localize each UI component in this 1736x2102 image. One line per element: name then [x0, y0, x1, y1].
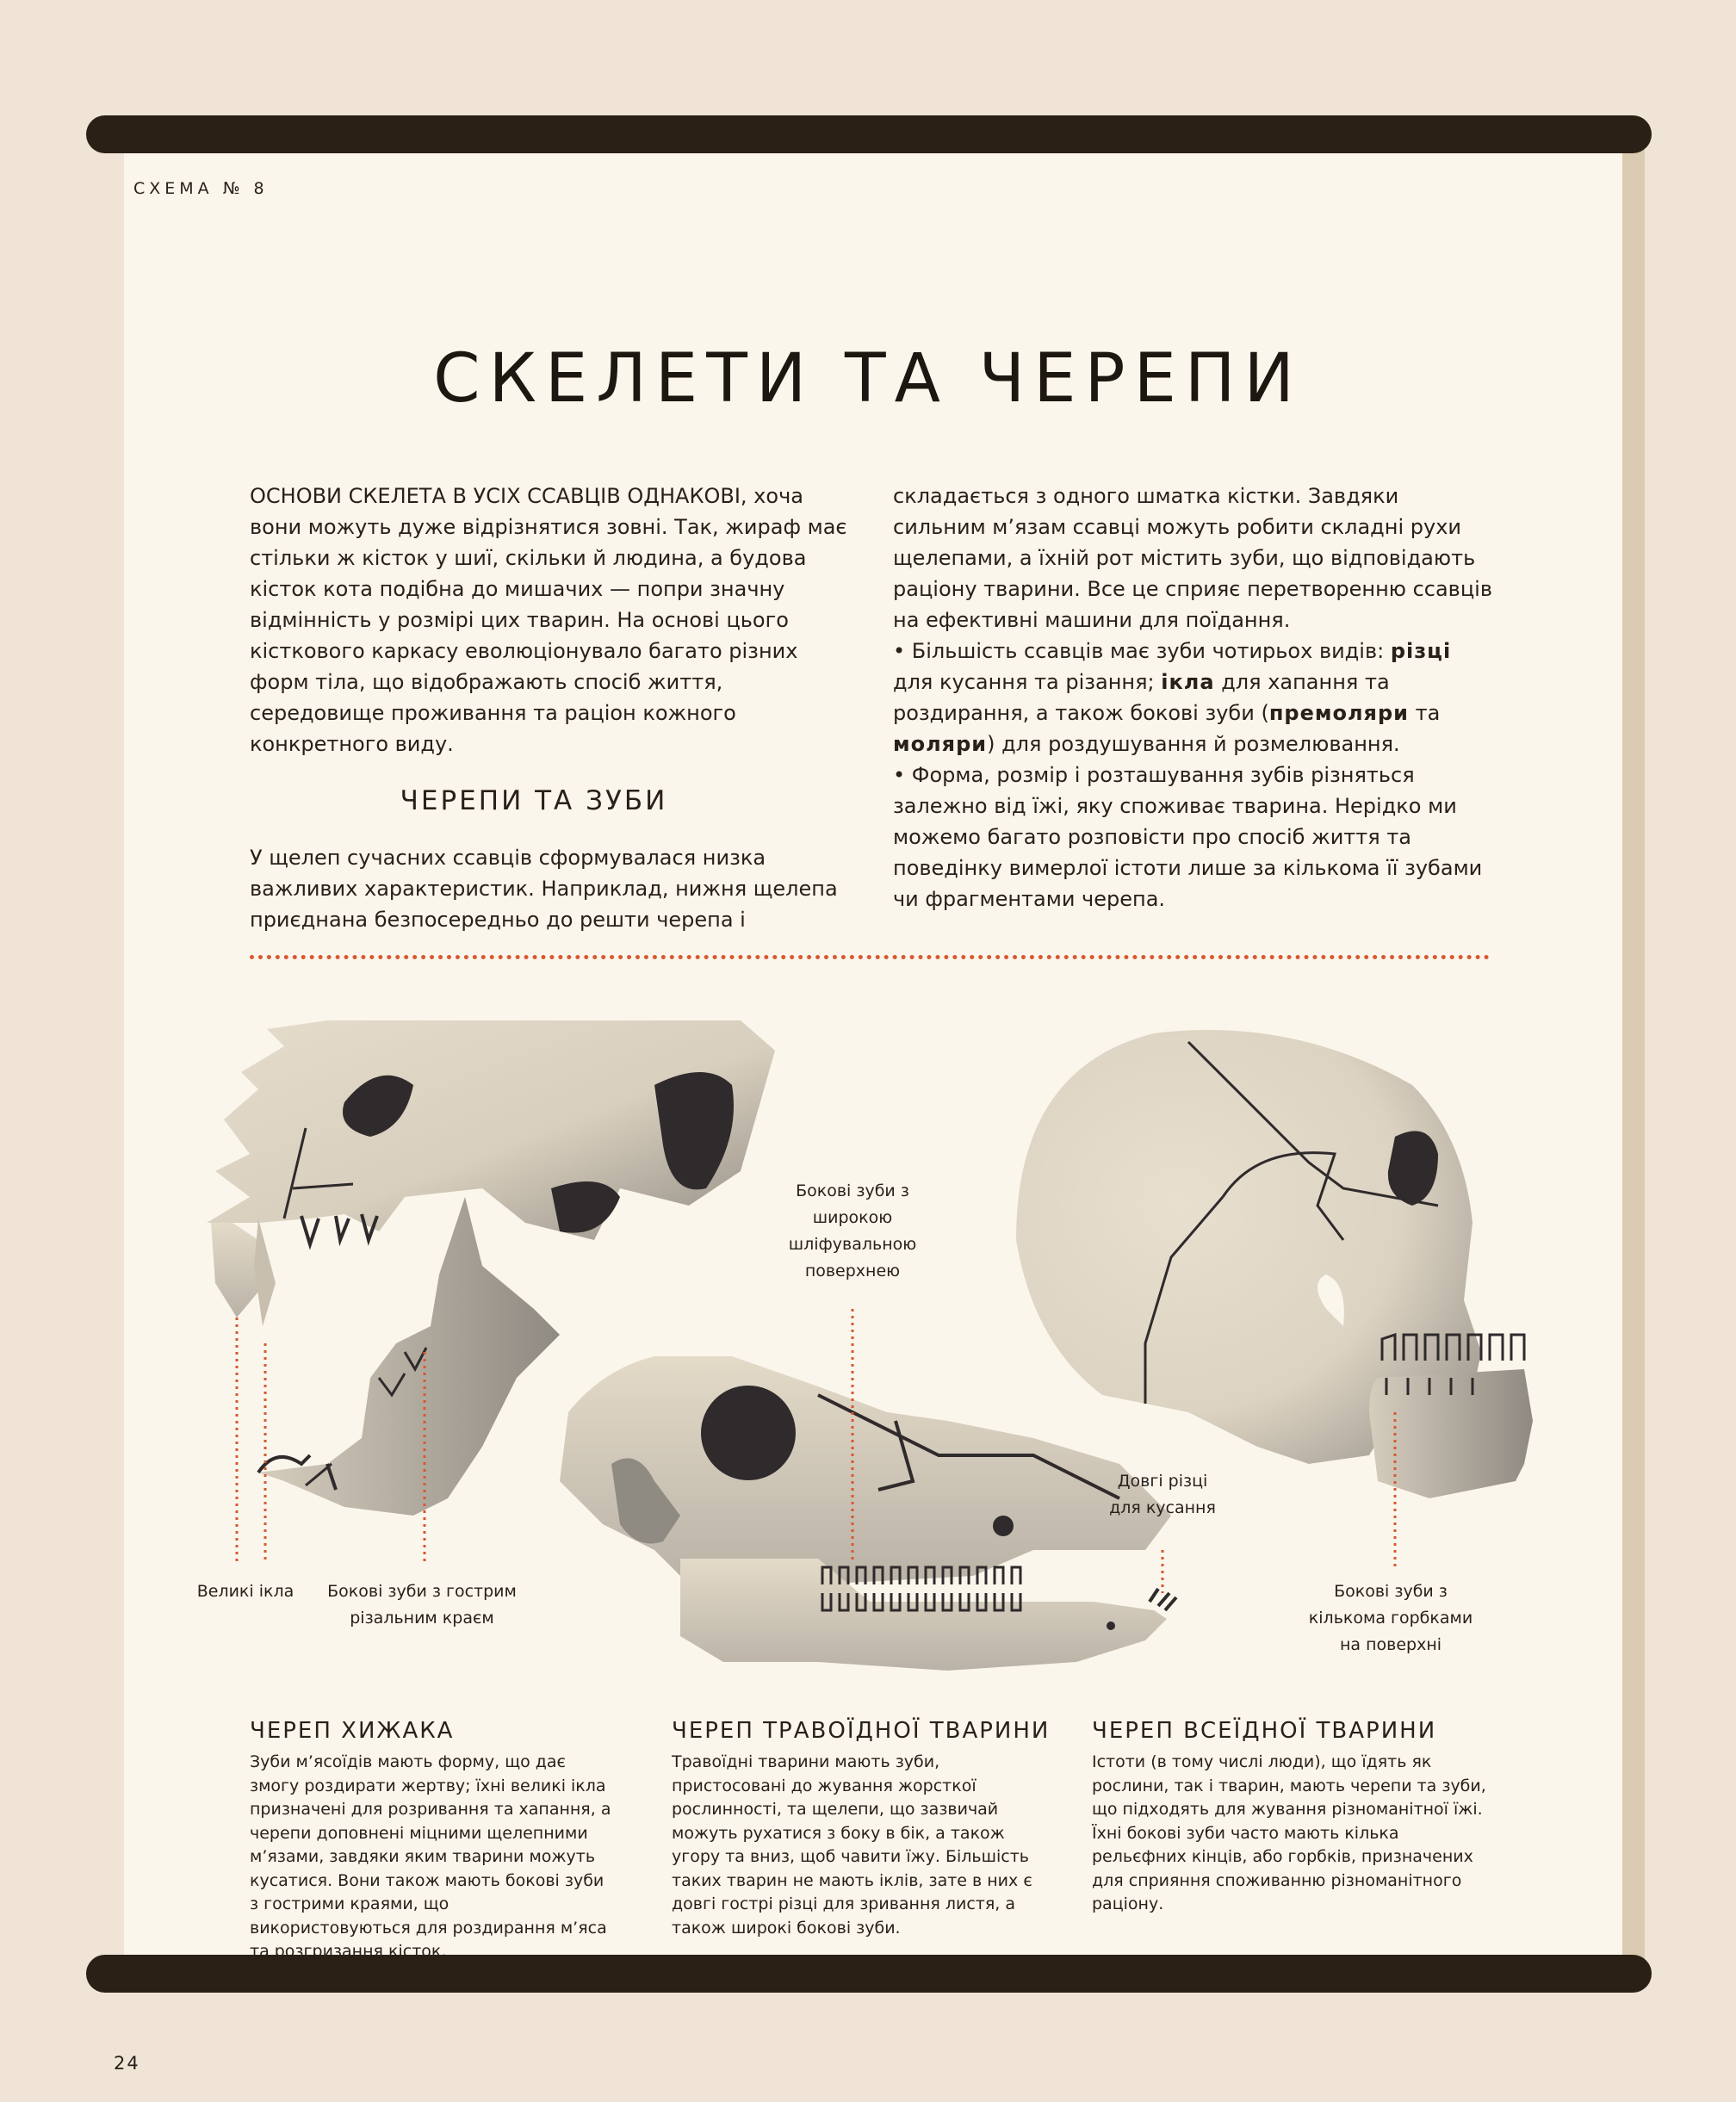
caption-title: ЧЕРЕП ТРАВОЇДНОЇ ТВАРИНИ [672, 1718, 1051, 1744]
bullet-text: ) для роздушування й розмелювання. [987, 732, 1400, 756]
term-premolars: премоляри [1268, 701, 1409, 725]
caption-title: ЧЕРЕП ВСЕЇДНОЇ ТВАРИНИ [1092, 1718, 1437, 1744]
label-side-teeth-sharp: Бокові зуби з гострим різальним краєм [327, 1582, 517, 1628]
label-side-teeth-cusps: Бокові зуби з кількома горбками на поверхні [1308, 1582, 1473, 1654]
page-title: СКЕЛЕТИ ТА ЧЕРЕПИ [433, 340, 1303, 418]
caption-omnivore [1092, 1718, 1497, 1917]
caption-text: Істоти (в тому числі люди), що їдять як рослини, так і тварин, мають черепи та зуби, що підходять для жування різноманітної їжі. Їхні бокові зуби часто мають кілька рельєфних кінців, або горбків, призначених для сприяння споживанню різноманітного раціону. [1092, 1752, 1486, 1913]
caption-herbivore [672, 1718, 1076, 1940]
label-big-canines: Великі ікла [196, 1582, 294, 1601]
page-number: 24 [114, 2053, 140, 2074]
caption-carnivore [250, 1718, 654, 1964]
bullet-text: для кусання та різання; [893, 670, 1162, 694]
bullet-text: та [1408, 701, 1441, 725]
label-long-incisors: Довгі різці для кусання [1109, 1472, 1216, 1517]
jaws-paragraph-cont: складається з одного шматка кістки. Завдяки сильним м’язам ссавці можуть робити складні рухи щелепами, а їхній рот містить зуби, що відповідають раціону тварини. Все це сприяє перетворенню ссавців на ефективні машини для поїдання. [893, 484, 1492, 632]
scheme-number: СХЕМА № 8 [133, 179, 269, 198]
caption-text: Травоїдні тварини мають зуби, пристосовані до жування жорсткої рослинності, та щелепи, що зазвичай можуть рухатися з боку в бік, а також угору та вниз, щоб чавити їжу. Більшість таких тварин не мають іклів, зате в них є довгі гострі різці для зривання листя, а також широкі бокові зуби. [672, 1752, 1032, 1938]
intro-lead: ОСНОВИ СКЕЛЕТА В УСІХ ССАВЦІВ ОДНАКОВІ, [250, 484, 747, 508]
bullet-text: для хапання та роздирання, а також бокові зуби ( [893, 670, 1390, 725]
term-molars: моляри [893, 732, 988, 756]
intro-body: хоча вони можуть дуже відрізнятися зовні. Так, жираф має стільки ж кісток у шиї, скільки й людина, а будова кісток кота подібна до мишачих — попри значну відмінність у розмірі цих тварин. На основі цього кісткового каркасу еволюціонувало багато різних форм тіла, що відображають спосіб життя, середовище проживання та раціон кожного конкретного виду. [250, 484, 847, 756]
term-incisors: різці [1390, 639, 1452, 663]
bullet-text: • Більшість ссавців має зуби чотирьох видів: [893, 639, 1391, 663]
teeth-shape-bullet: • Форма, розмір і розташування зубів різняться залежно від їжі, яку споживає тварина. Нерідко ми можемо багато розповісти про спосіб життя та поведінку вимерлої істоти лише за кількома її зубами чи фрагментами черепа. [893, 763, 1483, 911]
term-canines: ікла [1161, 670, 1215, 694]
section-subheading: ЧЕРЕПИ ТА ЗУБИ [400, 785, 668, 816]
jaws-paragraph: У щелеп сучасних ссавців сформувалася низка важливих характеристик. Наприклад, нижня щелепа приєднана безпосередньо до решти черепа і [250, 846, 838, 932]
caption-text: Зуби м’ясоїдів мають форму, що дає змогу роздирати жертву; їхні великі ікла призначені для розривання та хапання, а черепи доповнені міцними щелепними м’язами, завдяки яким тварини можуть кусатися. Вони також мають бокові зуби з гострими краями, що використовуються для роздирання м’яса та розгризання кісток. [250, 1752, 611, 1961]
label-side-teeth-broad: Бокові зуби з широкою шліфувальною поверхнею [788, 1181, 917, 1280]
caption-title: ЧЕРЕП ХИЖАКА [250, 1718, 455, 1744]
